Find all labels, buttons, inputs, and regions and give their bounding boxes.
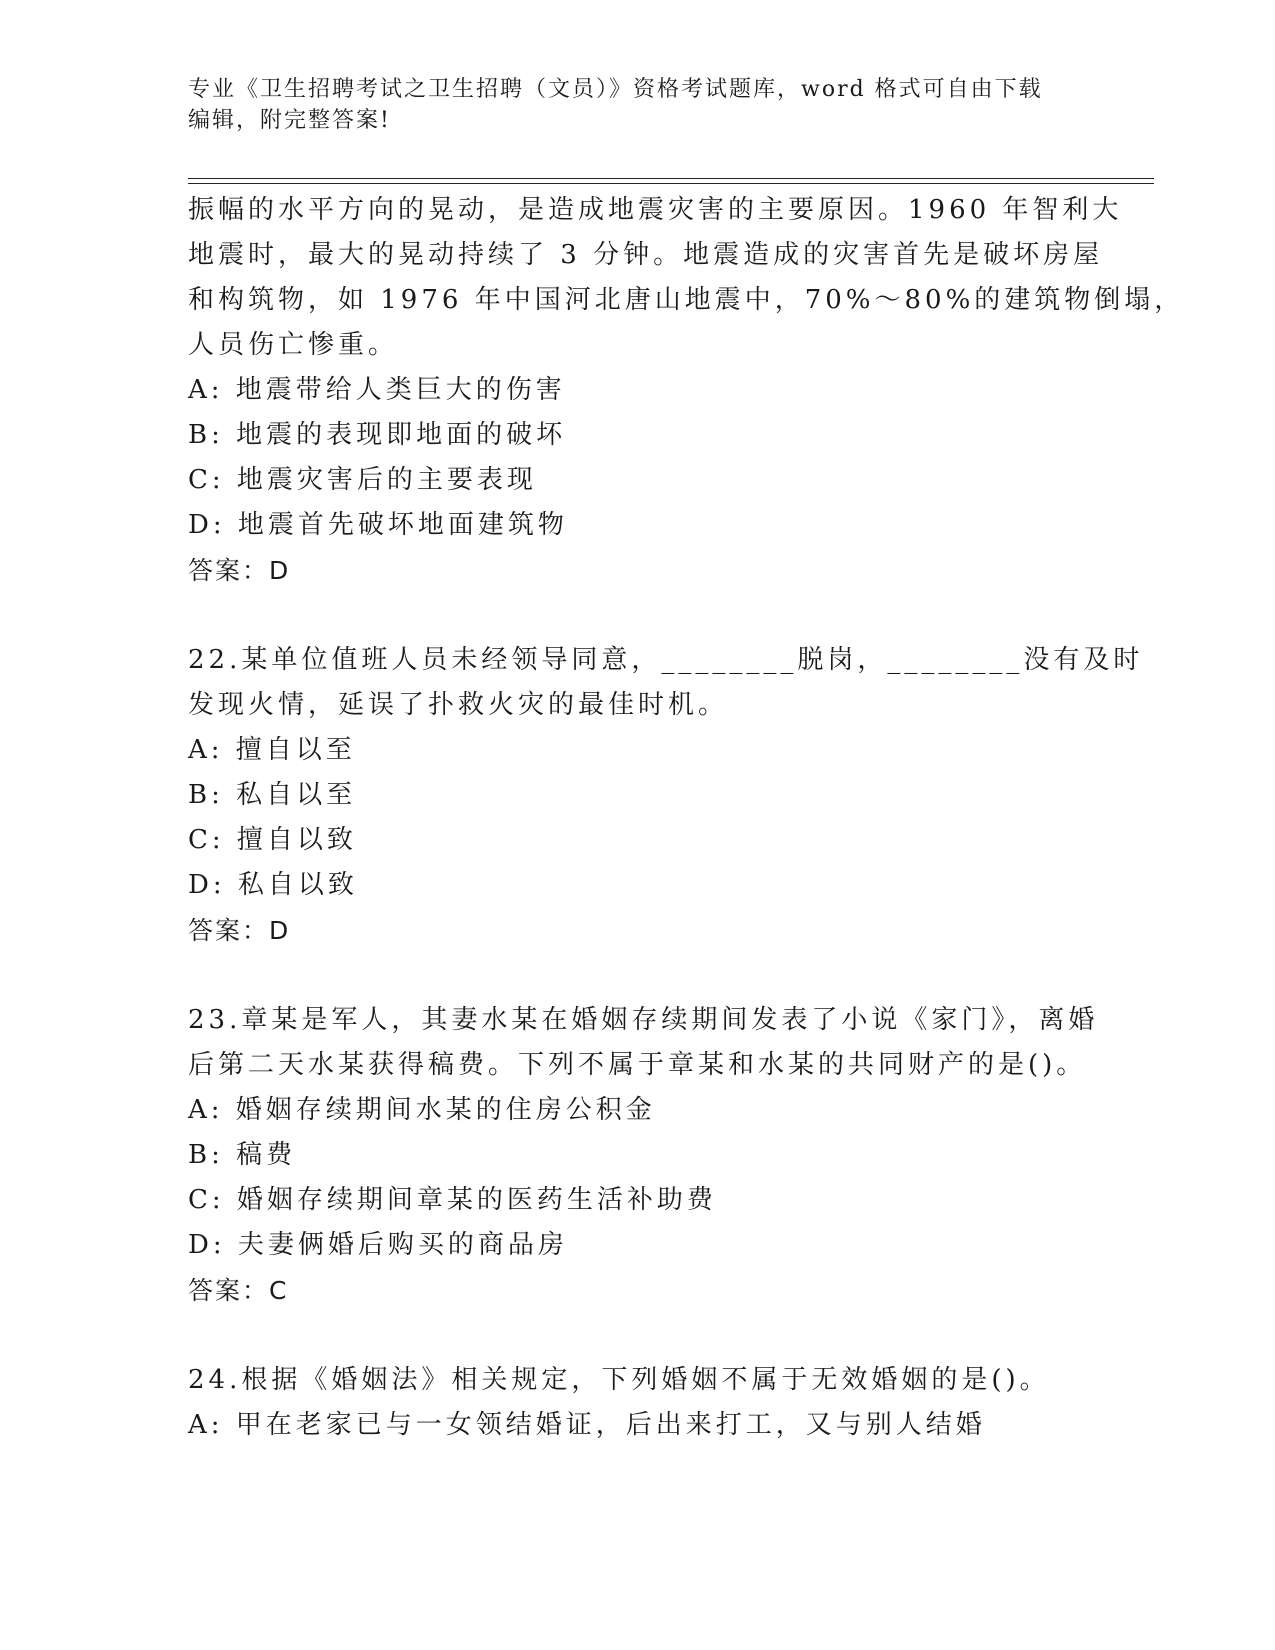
header-rule-bottom [188,183,1154,184]
header-line-1: 专业《卫生招聘考试之卫生招聘（文员）》资格考试题库，word 格式可自由下载 [188,77,1043,102]
question-text-line: 24.根据《婚姻法》相关规定，下列婚姻不属于无效婚姻的是()。 [188,1365,1050,1395]
question-text-line: 发现火情，延误了扑救火灾的最佳时机。 [188,690,729,720]
option-d: D: 私自以致 [188,870,358,900]
option-c: C: 婚姻存续期间章某的医药生活补助费 [188,1185,717,1215]
passage-line: 地震时，最大的晃动持续了 3 分钟。地震造成的灾害首先是破坏房屋 [188,240,1104,270]
document-header [188,74,1068,136]
answer-line: 答案：C [188,1276,289,1305]
question-text-line: 后第二天水某获得稿费。下列不属于章某和水某的共同财产的是()。 [188,1050,1087,1080]
document-body [188,188,1185,1448]
question-text-line: 23.章某是军人，其妻水某在婚姻存续期间发表了小说《家门》，离婚 [188,1005,1099,1035]
question-21-continued [188,188,1185,593]
spacer [188,593,1088,638]
passage-line: 振幅的水平方向的晃动，是造成地震灾害的主要原因。1960 年智利大 [188,195,1123,225]
answer-line: 答案：D [188,556,291,585]
question-24 [188,1358,1088,1448]
question-text-line: 22.某单位值班人员未经领导同意，________脱岗，________没有及时 [188,645,1144,675]
passage-line: 和构筑物，如 1976 年中国河北唐山地震中，70%～80%的建筑物倒塌， [188,285,1185,315]
option-b: B: 地震的表现即地面的破坏 [188,420,567,450]
option-a: A: 婚姻存续期间水某的住房公积金 [188,1095,656,1125]
option-a: A: 甲在老家已与一女领结婚证，后出来打工，又与别人结婚 [188,1410,986,1440]
option-c: C: 地震灾害后的主要表现 [188,465,537,495]
answer-line: 答案：D [188,916,291,945]
option-b: B: 私自以至 [188,780,357,810]
spacer [188,1313,1088,1358]
question-22 [188,638,1144,953]
spacer [188,953,1088,998]
passage-line: 人员伤亡惨重。 [188,330,399,360]
option-b: B: 稿费 [188,1140,297,1170]
header-rule-top [188,178,1154,179]
option-a: A: 地震带给人类巨大的伤害 [188,375,566,405]
question-23 [188,998,1099,1313]
option-c: C: 擅自以致 [188,825,357,855]
option-d: D: 夫妻俩婚后购买的商品房 [188,1230,568,1260]
option-a: A: 擅自以至 [188,735,356,765]
header-line-2: 编辑，附完整答案! [188,108,391,133]
option-d: D: 地震首先破坏地面建筑物 [188,510,568,540]
